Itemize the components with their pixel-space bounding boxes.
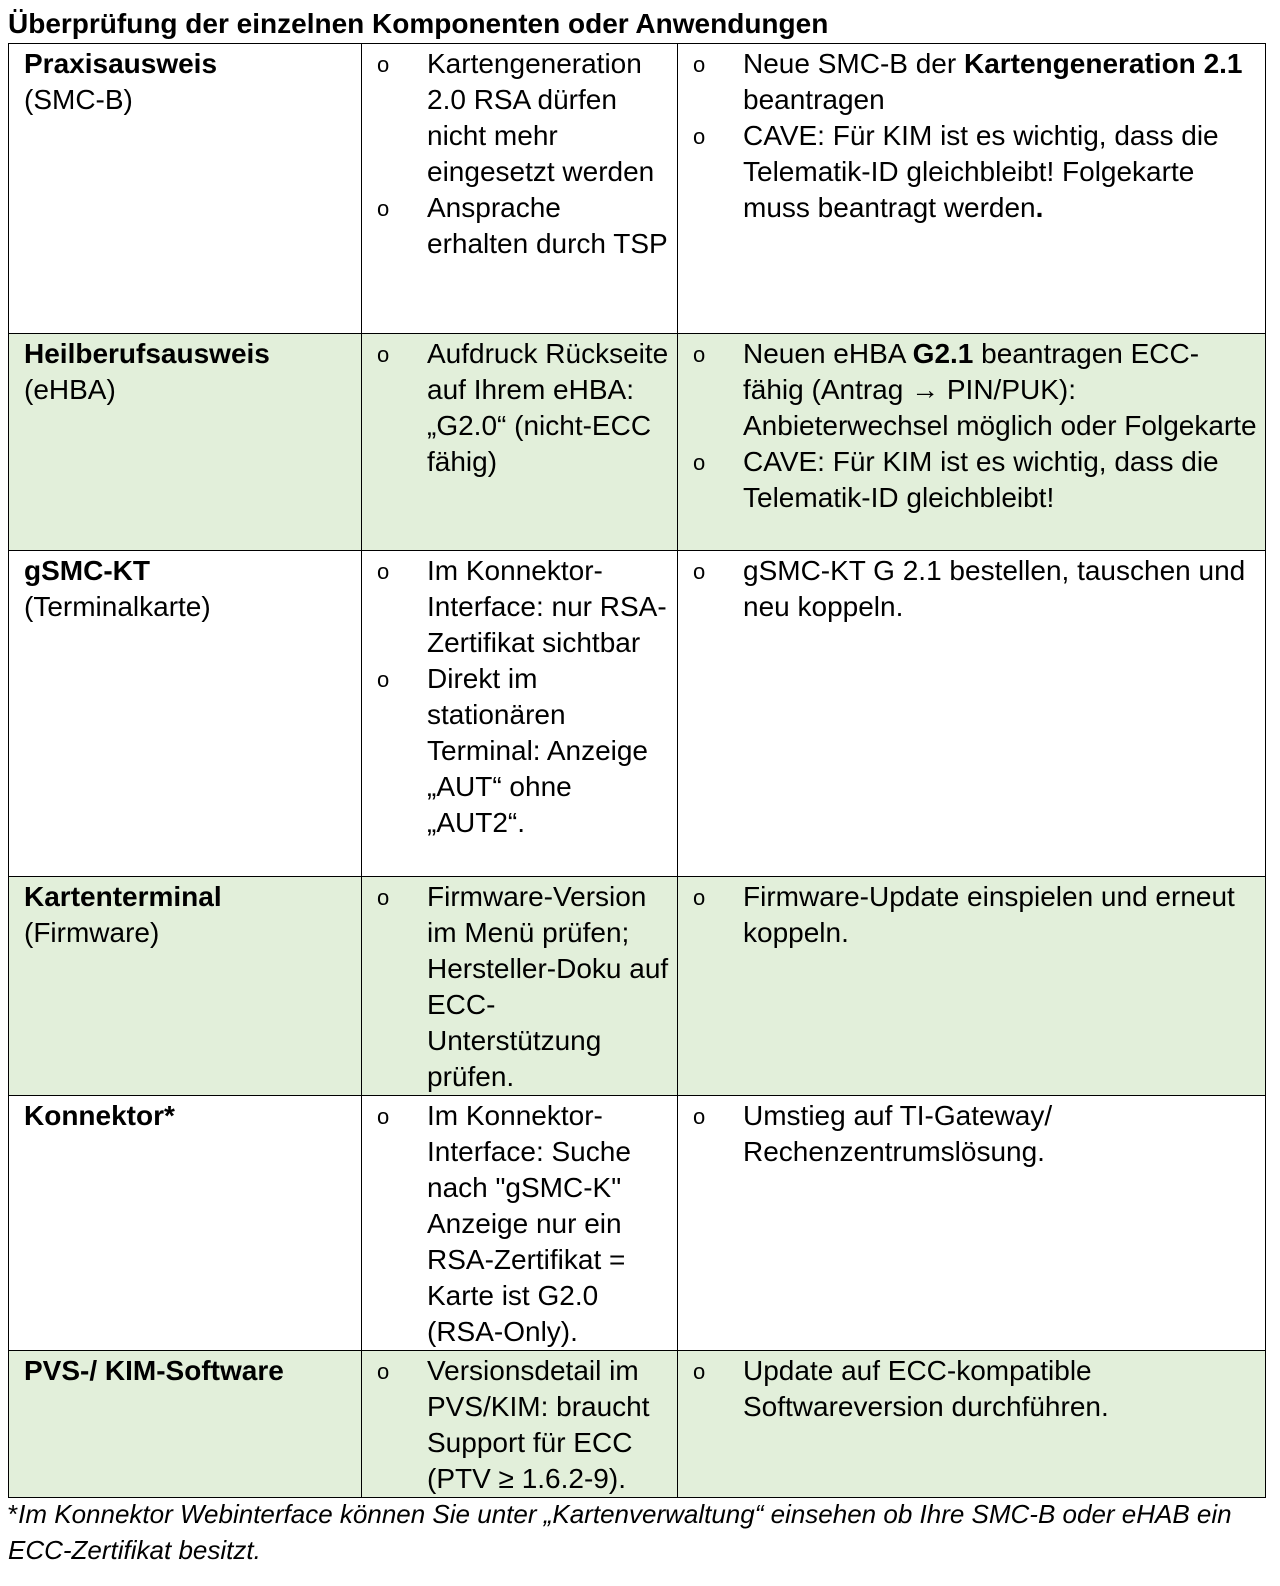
action-cell xyxy=(678,877,1266,1096)
component-name: Praxisausweis xyxy=(24,48,218,79)
table-row xyxy=(9,1351,1266,1498)
list-item: o Kartengeneration 2.0 RSA dürfen nicht mehr eingesetzt werden xyxy=(377,48,655,187)
list-item: o Neuen eHBA G2.1 beantragen ECC-fähig (Antrag → PIN/PUK): Anbieterwechsel möglich oder Folgekarte xyxy=(693,338,1257,441)
list-item: o Update auf ECC-kompatible Softwareversion durchführen. xyxy=(693,1355,1109,1422)
bullet-icon: o xyxy=(693,124,706,149)
component-cell xyxy=(9,1096,362,1351)
bullet-icon: o xyxy=(377,196,390,221)
component-name: PVS-/ KIM-Software xyxy=(24,1355,284,1386)
component-cell xyxy=(9,44,362,334)
check-cell xyxy=(362,1351,678,1498)
list-item: o Im Konnektor-Interface: Suche nach "gSMC-K" Anzeige nur ein RSA-Zertifikat = Karte ist G2.0 (RSA-Only). xyxy=(377,1100,631,1347)
table-row xyxy=(9,44,1266,334)
footnote-text: Im Konnektor Webinterface können Sie unter „Kartenverwaltung“ einsehen ob Ihre SMC-B oder eHAB ein ECC-Zertifikat besitzt. xyxy=(8,1499,1232,1565)
component-name: Konnektor* xyxy=(24,1100,175,1131)
check-cell xyxy=(362,551,678,877)
component-name: gSMC-KT xyxy=(24,555,150,586)
component-name: Heilberufsausweis xyxy=(24,338,270,369)
component-sub: (Terminalkarte) xyxy=(24,591,211,622)
bullet-icon: o xyxy=(377,885,390,910)
check-cell xyxy=(362,44,678,334)
list-item: o Firmware-Version im Menü prüfen; Hersteller-Doku auf ECC-Unterstützung prüfen. xyxy=(377,881,669,1092)
list-item: o CAVE: Für KIM ist es wichtig, dass die Telematik-ID gleichbleibt! Folgekarte muss beantragt werden. xyxy=(693,120,1219,223)
table-row xyxy=(9,551,1266,877)
table-row xyxy=(9,877,1266,1096)
bullet-icon: o xyxy=(377,559,390,584)
bullet-icon: o xyxy=(693,1104,706,1129)
component-name: Kartenterminal xyxy=(24,881,222,912)
bullet-icon: o xyxy=(693,342,706,367)
bullet-icon: o xyxy=(693,450,706,475)
bullet-icon: o xyxy=(693,1359,706,1384)
component-sub: (eHBA) xyxy=(24,374,116,405)
bullet-icon: o xyxy=(693,52,706,77)
table-row xyxy=(9,334,1266,551)
action-cell xyxy=(678,44,1266,334)
list-item: o Versionsdetail im PVS/KIM: braucht Support für ECC (PTV ≥ 1.6.2-9). xyxy=(377,1355,650,1494)
list-item: o Ansprache erhalten durch TSP xyxy=(377,192,668,259)
action-cell xyxy=(678,551,1266,877)
bullet-icon: o xyxy=(377,1104,390,1129)
component-cell xyxy=(9,877,362,1096)
list-item: o Umstieg auf TI-Gateway/ Rechenzentrumslösung. xyxy=(693,1100,1053,1167)
bullet-icon: o xyxy=(377,52,390,77)
list-item: o gSMC-KT G 2.1 bestellen, tauschen und neu koppeln. xyxy=(693,555,1246,622)
page-title: Überprüfung der einzelnen Komponenten oder Anwendungen xyxy=(8,8,829,39)
bullet-icon: o xyxy=(693,885,706,910)
component-cell xyxy=(9,334,362,551)
footnote xyxy=(8,1496,1238,1568)
list-item: o Aufdruck Rückseite auf Ihrem eHBA: „G2.0“ (nicht-ECC fähig) xyxy=(377,338,669,477)
list-item: o Firmware-Update einspielen und erneut koppeln. xyxy=(693,881,1235,948)
components-table xyxy=(8,43,1266,1498)
component-cell xyxy=(9,1351,362,1498)
bullet-icon: o xyxy=(377,1359,390,1384)
bullet-icon: o xyxy=(377,667,390,692)
component-sub: (Firmware) xyxy=(24,917,160,948)
list-item: o Neue SMC-B der Kartengeneration 2.1 beantragen xyxy=(693,48,1243,115)
check-cell xyxy=(362,877,678,1096)
list-item: o Im Konnektor-Interface: nur RSA-Zertifikat sichtbar xyxy=(377,555,667,658)
action-cell xyxy=(678,1351,1266,1498)
footnote-marker: * xyxy=(8,1499,19,1529)
component-cell xyxy=(9,551,362,877)
table-row xyxy=(9,1096,1266,1351)
component-sub: (SMC-B) xyxy=(24,84,133,115)
action-cell xyxy=(678,334,1266,551)
check-cell xyxy=(362,334,678,551)
action-cell xyxy=(678,1096,1266,1351)
list-item: o Direkt im stationären Terminal: Anzeige „AUT“ ohne „AUT2“. xyxy=(377,663,649,838)
bullet-icon: o xyxy=(377,342,390,367)
list-item: o CAVE: Für KIM ist es wichtig, dass die Telematik-ID gleichbleibt! xyxy=(693,446,1219,513)
bullet-icon: o xyxy=(693,559,706,584)
check-cell xyxy=(362,1096,678,1351)
